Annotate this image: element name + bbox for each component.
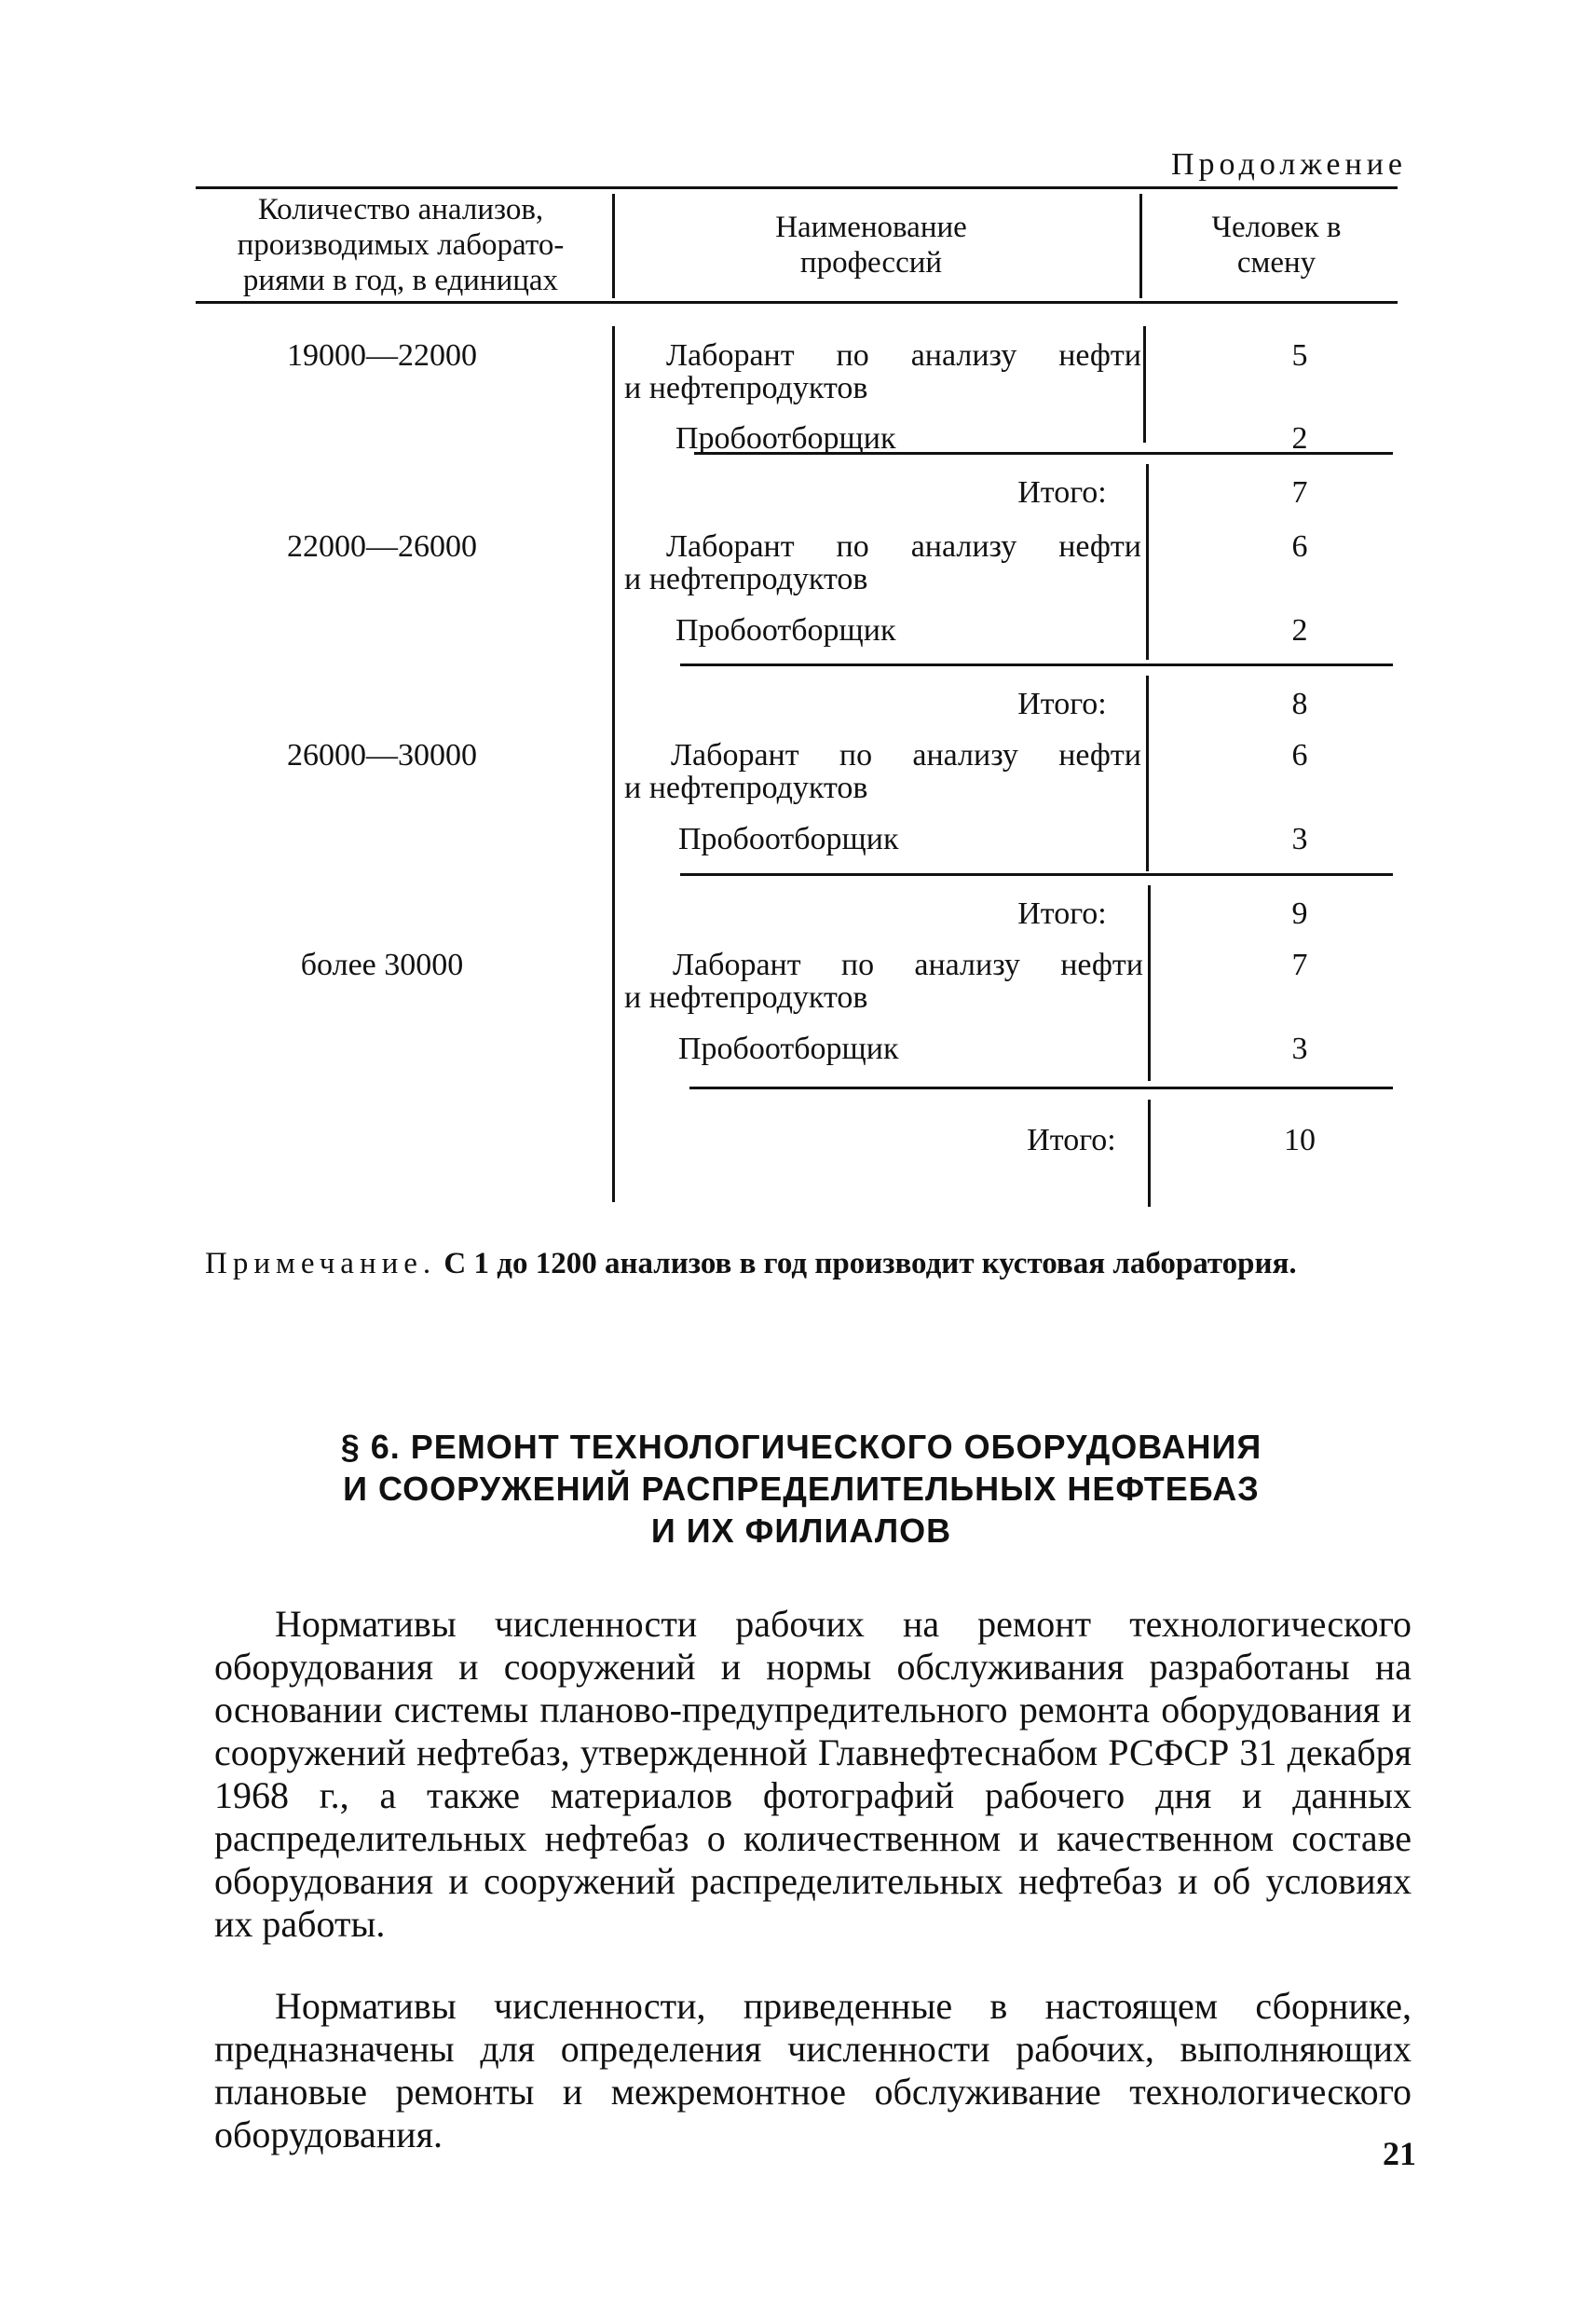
count-cell: 2 (1291, 421, 1308, 456)
count-cell: 3 (1291, 822, 1308, 856)
profession-sampler: Пробоотборщик (678, 1032, 899, 1066)
range-cell: 19000—22000 (287, 338, 477, 373)
body-paragraph: Нормативы численности рабочих на ремонт технологического оборудования и сооружений и нормы обслуживания разработаны на основании системы планово-предупредительного ремонта оборудования и сооружений нефтебаз, утвержденной Главнефтеснабом РСФСР 31 декабря 1968 г., а также материалов фотографий рабочего дня и данных распределительных нефтебаз о количественном и качественном составе оборудования и сооружений распределительных нефтебаз и об условиях их работы. (214, 1603, 1412, 1945)
range-cell: 26000—30000 (287, 738, 477, 773)
profession-lab-line2: и нефтепродуктов (624, 980, 868, 1015)
section-heading-line: И СООРУЖЕНИЙ РАСПРЕДЕЛИТЕЛЬНЫХ НЕФТЕБАЗ (343, 1470, 1260, 1508)
continuation-label: Продолжение (1170, 147, 1407, 182)
subtotal-rule-3 (680, 873, 1393, 876)
total-label: Итого: (1017, 687, 1107, 721)
header-col-analyses: Количество анализов, производимых лаборато- риями в год, в единицах (237, 193, 565, 297)
profession-lab-line1: Лаборант по анализу нефти (671, 738, 1141, 773)
subtotal-rule-4 (689, 1087, 1393, 1089)
body-divider-right-1 (1143, 326, 1146, 443)
note-label: Примечание. (205, 1247, 437, 1280)
section-heading (242, 1426, 1360, 1552)
profession-sampler: Пробоотборщик (678, 822, 899, 856)
staffing-table (196, 186, 1407, 1202)
header-col-people: Человек в смену (1211, 211, 1342, 280)
page-number: 21 (1383, 2135, 1416, 2172)
total-label: Итого: (1017, 896, 1107, 931)
note-text: С 1 до 1200 анализов в год производит кустовая лаборатория. (443, 1247, 1297, 1280)
body-paragraph: Нормативы численности, приведенные в настоящем сборнике, предназначены для определения численности рабочих, выполняющих плановые ремонты и межремонтное обслуживание технологического оборудования. (214, 1985, 1412, 2155)
count-cell: 2 (1291, 613, 1308, 648)
profession-lab-line2: и нефтепродуктов (624, 562, 868, 596)
profession-sampler: Пробоотборщик (675, 421, 896, 456)
table-top-rule (196, 186, 1398, 189)
total-label: Итого: (1027, 1123, 1116, 1157)
total-label: Итого: (1017, 475, 1107, 510)
total-cell: 10 (1284, 1123, 1316, 1157)
count-cell: 3 (1291, 1032, 1308, 1066)
table-note (205, 1244, 1407, 1283)
header-divider-1 (612, 194, 615, 298)
header-col-professions: Наименование профессий (775, 211, 967, 280)
total-cell: 9 (1291, 896, 1308, 931)
total-cell: 8 (1291, 687, 1308, 721)
subtotal-rule-2 (680, 664, 1393, 666)
header-divider-2 (1139, 194, 1142, 298)
profession-lab-line1: Лаборант по анализу нефти (666, 338, 1141, 373)
profession-sampler: Пробоотборщик (675, 613, 896, 648)
profession-lab-line1: Лаборант по анализу нефти (666, 529, 1141, 564)
count-cell: 6 (1291, 529, 1308, 564)
section-heading-line: § 6. РЕМОНТ ТЕХНОЛОГИЧЕСКОГО ОБОРУДОВАНИЯ (340, 1428, 1262, 1466)
range-cell: 22000—26000 (287, 529, 477, 564)
count-cell: 7 (1291, 948, 1308, 982)
table-header-rule (196, 301, 1398, 304)
total-cell: 7 (1291, 475, 1308, 510)
count-cell: 5 (1291, 338, 1308, 373)
profession-lab-line1: Лаборант по анализу нефти (673, 948, 1143, 982)
section-heading-line: И ИХ ФИЛИАЛОВ (650, 1512, 952, 1550)
profession-lab-line2: и нефтепродуктов (624, 371, 868, 405)
count-cell: 6 (1291, 738, 1308, 773)
body-divider-left (612, 326, 615, 1202)
profession-lab-line2: и нефтепродуктов (624, 771, 868, 805)
range-cell: более 30000 (300, 948, 464, 982)
